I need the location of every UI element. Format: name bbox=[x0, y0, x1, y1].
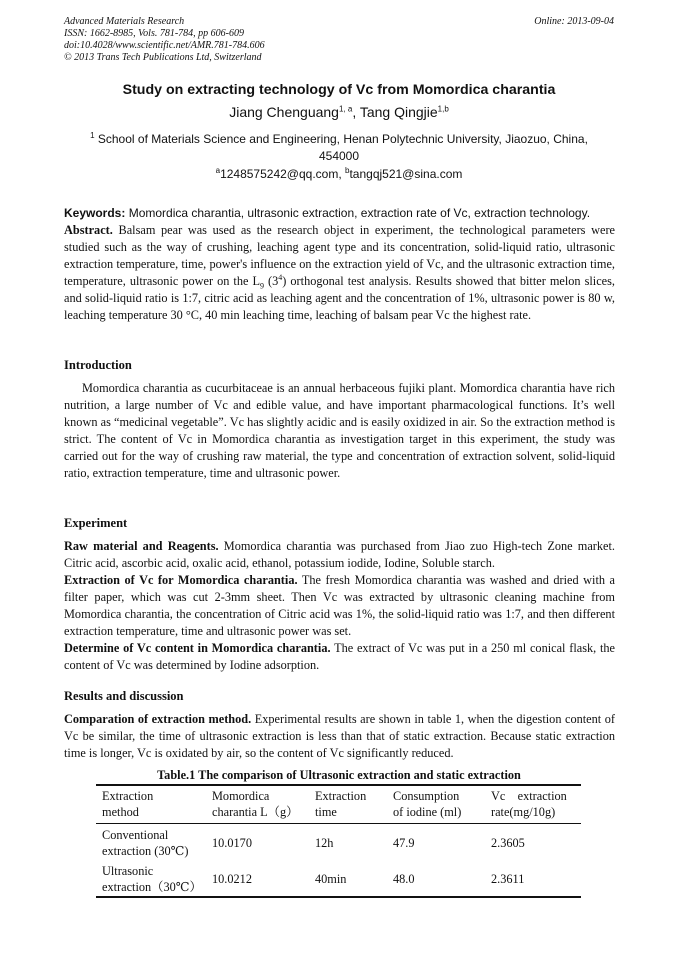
header-line: Extraction bbox=[315, 789, 367, 803]
affiliation-sup: 1 bbox=[90, 131, 95, 140]
table-header-row bbox=[96, 786, 581, 823]
comparation-label: Comparation of extraction method. bbox=[64, 712, 252, 726]
table-cell-mass: 10.0212 bbox=[212, 872, 252, 886]
extraction-text: The fresh Momordica charantia was washed and dried with a filter paper, which was cut 2-3mm sheet. Then Vc was extracted by ultrasonic cleaning machine from Momordica charantia, the concentration of Citric acid was 1%, the solid-liquid ratio was 1:7, and then different extraction temperature, time and ultrasonic power was set. bbox=[64, 573, 615, 638]
table-cell-rate: 2.3611 bbox=[491, 872, 525, 886]
journal-copyright: © 2013 Trans Tech Publications Ltd, Switzerland bbox=[64, 52, 262, 63]
header-line: Vc extraction bbox=[491, 789, 567, 803]
comparison-table bbox=[96, 784, 581, 898]
abstract-text-1: Balsam pear was used as the research object in experiment, the technological parameters were studied such as the way of crushing, leaching agent type and its concentration, solid-liquid ratio, ultrasonic extraction temperature, time, power's influence on the extraction yield of Vc, and the ultrasonic extraction time, temperature, ultrasonic power on the L bbox=[64, 223, 615, 288]
author-line bbox=[0, 104, 678, 120]
cell-line: Ultrasonic bbox=[102, 864, 154, 878]
header-line: method bbox=[102, 805, 139, 819]
header-line: Consumption bbox=[393, 789, 460, 803]
keywords-text: Momordica charantia, ultrasonic extraction, extraction rate of Vc, extraction technology. bbox=[125, 206, 591, 220]
experiment-body bbox=[64, 538, 615, 674]
journal-name: Advanced Materials Research bbox=[64, 16, 185, 27]
table-cell-method bbox=[96, 827, 212, 859]
keywords-label: Keywords: bbox=[64, 206, 126, 220]
raw-material-label: Raw material and Reagents. bbox=[64, 539, 219, 553]
header-line: charantia L（g） bbox=[212, 805, 299, 819]
abstract-paren: (3 bbox=[264, 274, 279, 288]
table-cell-iodine: 48.0 bbox=[393, 872, 415, 886]
table-caption: Table.1 The comparison of Ultrasonic extraction and static extraction bbox=[157, 768, 521, 782]
header-line: of iodine (ml) bbox=[393, 805, 462, 819]
cell-line: extraction (30℃) bbox=[102, 844, 189, 858]
extraction-paragraph bbox=[64, 572, 615, 640]
extraction-label: Extraction of Vc for Momordica charantia. bbox=[64, 573, 298, 587]
experiment-heading: Experiment bbox=[64, 516, 128, 530]
introduction-heading: Introduction bbox=[64, 358, 132, 372]
results-heading: Results and discussion bbox=[64, 689, 184, 703]
cell-line: Conventional bbox=[102, 828, 169, 842]
abstract-text-2: ) orthogonal test analysis. Results showed that bitter melon slices, and solid-liquid ratio is 1:7, citric acid as leaching agent and the concentration of 1%, ultrasonic power is 80 w, leaching temperature 30 °C, 40 min leaching time, leaching of balsam pear Vc the highest rate. bbox=[64, 274, 615, 322]
comparation-text: Experimental results are shown in table 1, when the digestion content of Vc be similar, the time of ultrasonic extraction is less than that of static extraction. Because static extraction time is longer, Vc is oxidated by air, so the content of Vc significantly reduced. bbox=[64, 712, 615, 760]
table-cell-iodine: 47.9 bbox=[393, 836, 415, 850]
header-line: rate(mg/10g) bbox=[491, 805, 556, 819]
determine-label: Determine of Vc content in Momordica charantia. bbox=[64, 641, 331, 655]
table-row bbox=[96, 824, 581, 860]
header-line: Extraction bbox=[102, 789, 154, 803]
author-separator: , bbox=[352, 104, 360, 120]
journal-doi: doi:10.4028/www.scientific.net/AMR.781-784.606 bbox=[64, 40, 265, 51]
email-b-sup: b bbox=[345, 166, 350, 175]
table-cell-method bbox=[96, 863, 212, 895]
email-a-sup: a bbox=[215, 166, 221, 175]
cell-line: extraction（30℃） bbox=[102, 880, 202, 894]
introduction-body bbox=[64, 380, 615, 482]
author-2: Tang Qingjie bbox=[359, 104, 438, 120]
affiliation-text: School of Materials Science and Engineering, Henan Polytechnic University, Jiaozuo, China, 454000 bbox=[94, 132, 588, 163]
email-b[interactable]: tangqj521@sina.com bbox=[349, 167, 463, 181]
abstract-sub: 9 bbox=[260, 281, 264, 291]
keywords bbox=[64, 206, 616, 220]
table-header-cell bbox=[491, 788, 581, 820]
table-header-cell bbox=[212, 788, 315, 820]
abstract-label: Abstract. bbox=[64, 223, 113, 237]
author-2-sup: 1,b bbox=[437, 104, 449, 114]
raw-material-paragraph bbox=[64, 538, 615, 572]
determine-paragraph bbox=[64, 640, 615, 674]
table-bottom-rule bbox=[96, 896, 581, 898]
email-a[interactable]: 1248575242@qq.com bbox=[220, 167, 339, 181]
journal-issn: ISSN: 1662-8985, Vols. 781-784, pp 606-609 bbox=[64, 28, 244, 39]
email-separator: , bbox=[338, 167, 346, 181]
table-header-cell bbox=[315, 788, 393, 820]
table-header-cell bbox=[96, 788, 212, 820]
journal-header bbox=[64, 16, 265, 64]
raw-material-text: Momordica charantia was purchased from Jiao zuo High-tech Zone market. Citric acid, ascorbic acid, oxalic acid, ethanol, potassium iodide, Iodine, Soluble starch. bbox=[64, 539, 615, 570]
table-cell-time: 40min bbox=[315, 872, 347, 886]
author-1: Jiang Chenguang bbox=[229, 104, 339, 120]
table-cell-rate: 2.3605 bbox=[491, 836, 525, 850]
table-header-cell bbox=[393, 788, 491, 820]
header-line: time bbox=[315, 805, 337, 819]
paper-title: Study on extracting technology of Vc from Momordica charantia bbox=[122, 82, 556, 98]
author-1-sup: 1, a bbox=[338, 104, 353, 114]
email-line bbox=[0, 167, 678, 181]
results-body bbox=[64, 711, 615, 762]
determine-text: The extract of Vc was put in a 250 ml conical flask, the content of Vc was determined by Iodine adsorption. bbox=[64, 641, 615, 672]
abstract-sup: 4 bbox=[278, 272, 283, 282]
table-cell-mass: 10.0170 bbox=[212, 836, 252, 850]
header-line: Momordica bbox=[212, 789, 270, 803]
online-date: Online: 2013-09-04 bbox=[534, 16, 614, 27]
abstract bbox=[64, 222, 615, 324]
table-cell-time: 12h bbox=[315, 836, 334, 850]
table-row bbox=[96, 860, 581, 896]
affiliation bbox=[80, 131, 598, 165]
introduction-text: Momordica charantia as cucurbitaceae is an annual herbaceous fujiki plant. Momordica charantia have rich nutrition, a large number of Vc and edible value, and have important pharmacological functions. It’s well known as “medicinal vegetable”. Vc has slightly acidic and is easily oxidized in air. So the extraction method is strict. The content of Vc in Momordica charantia as investigation target in this experiment, the study was carried out for the way of crushing raw material, the type and concentration of extraction solvent, solid-liquid ratio, extraction temperature, time and ultrasonic power. bbox=[64, 381, 615, 480]
